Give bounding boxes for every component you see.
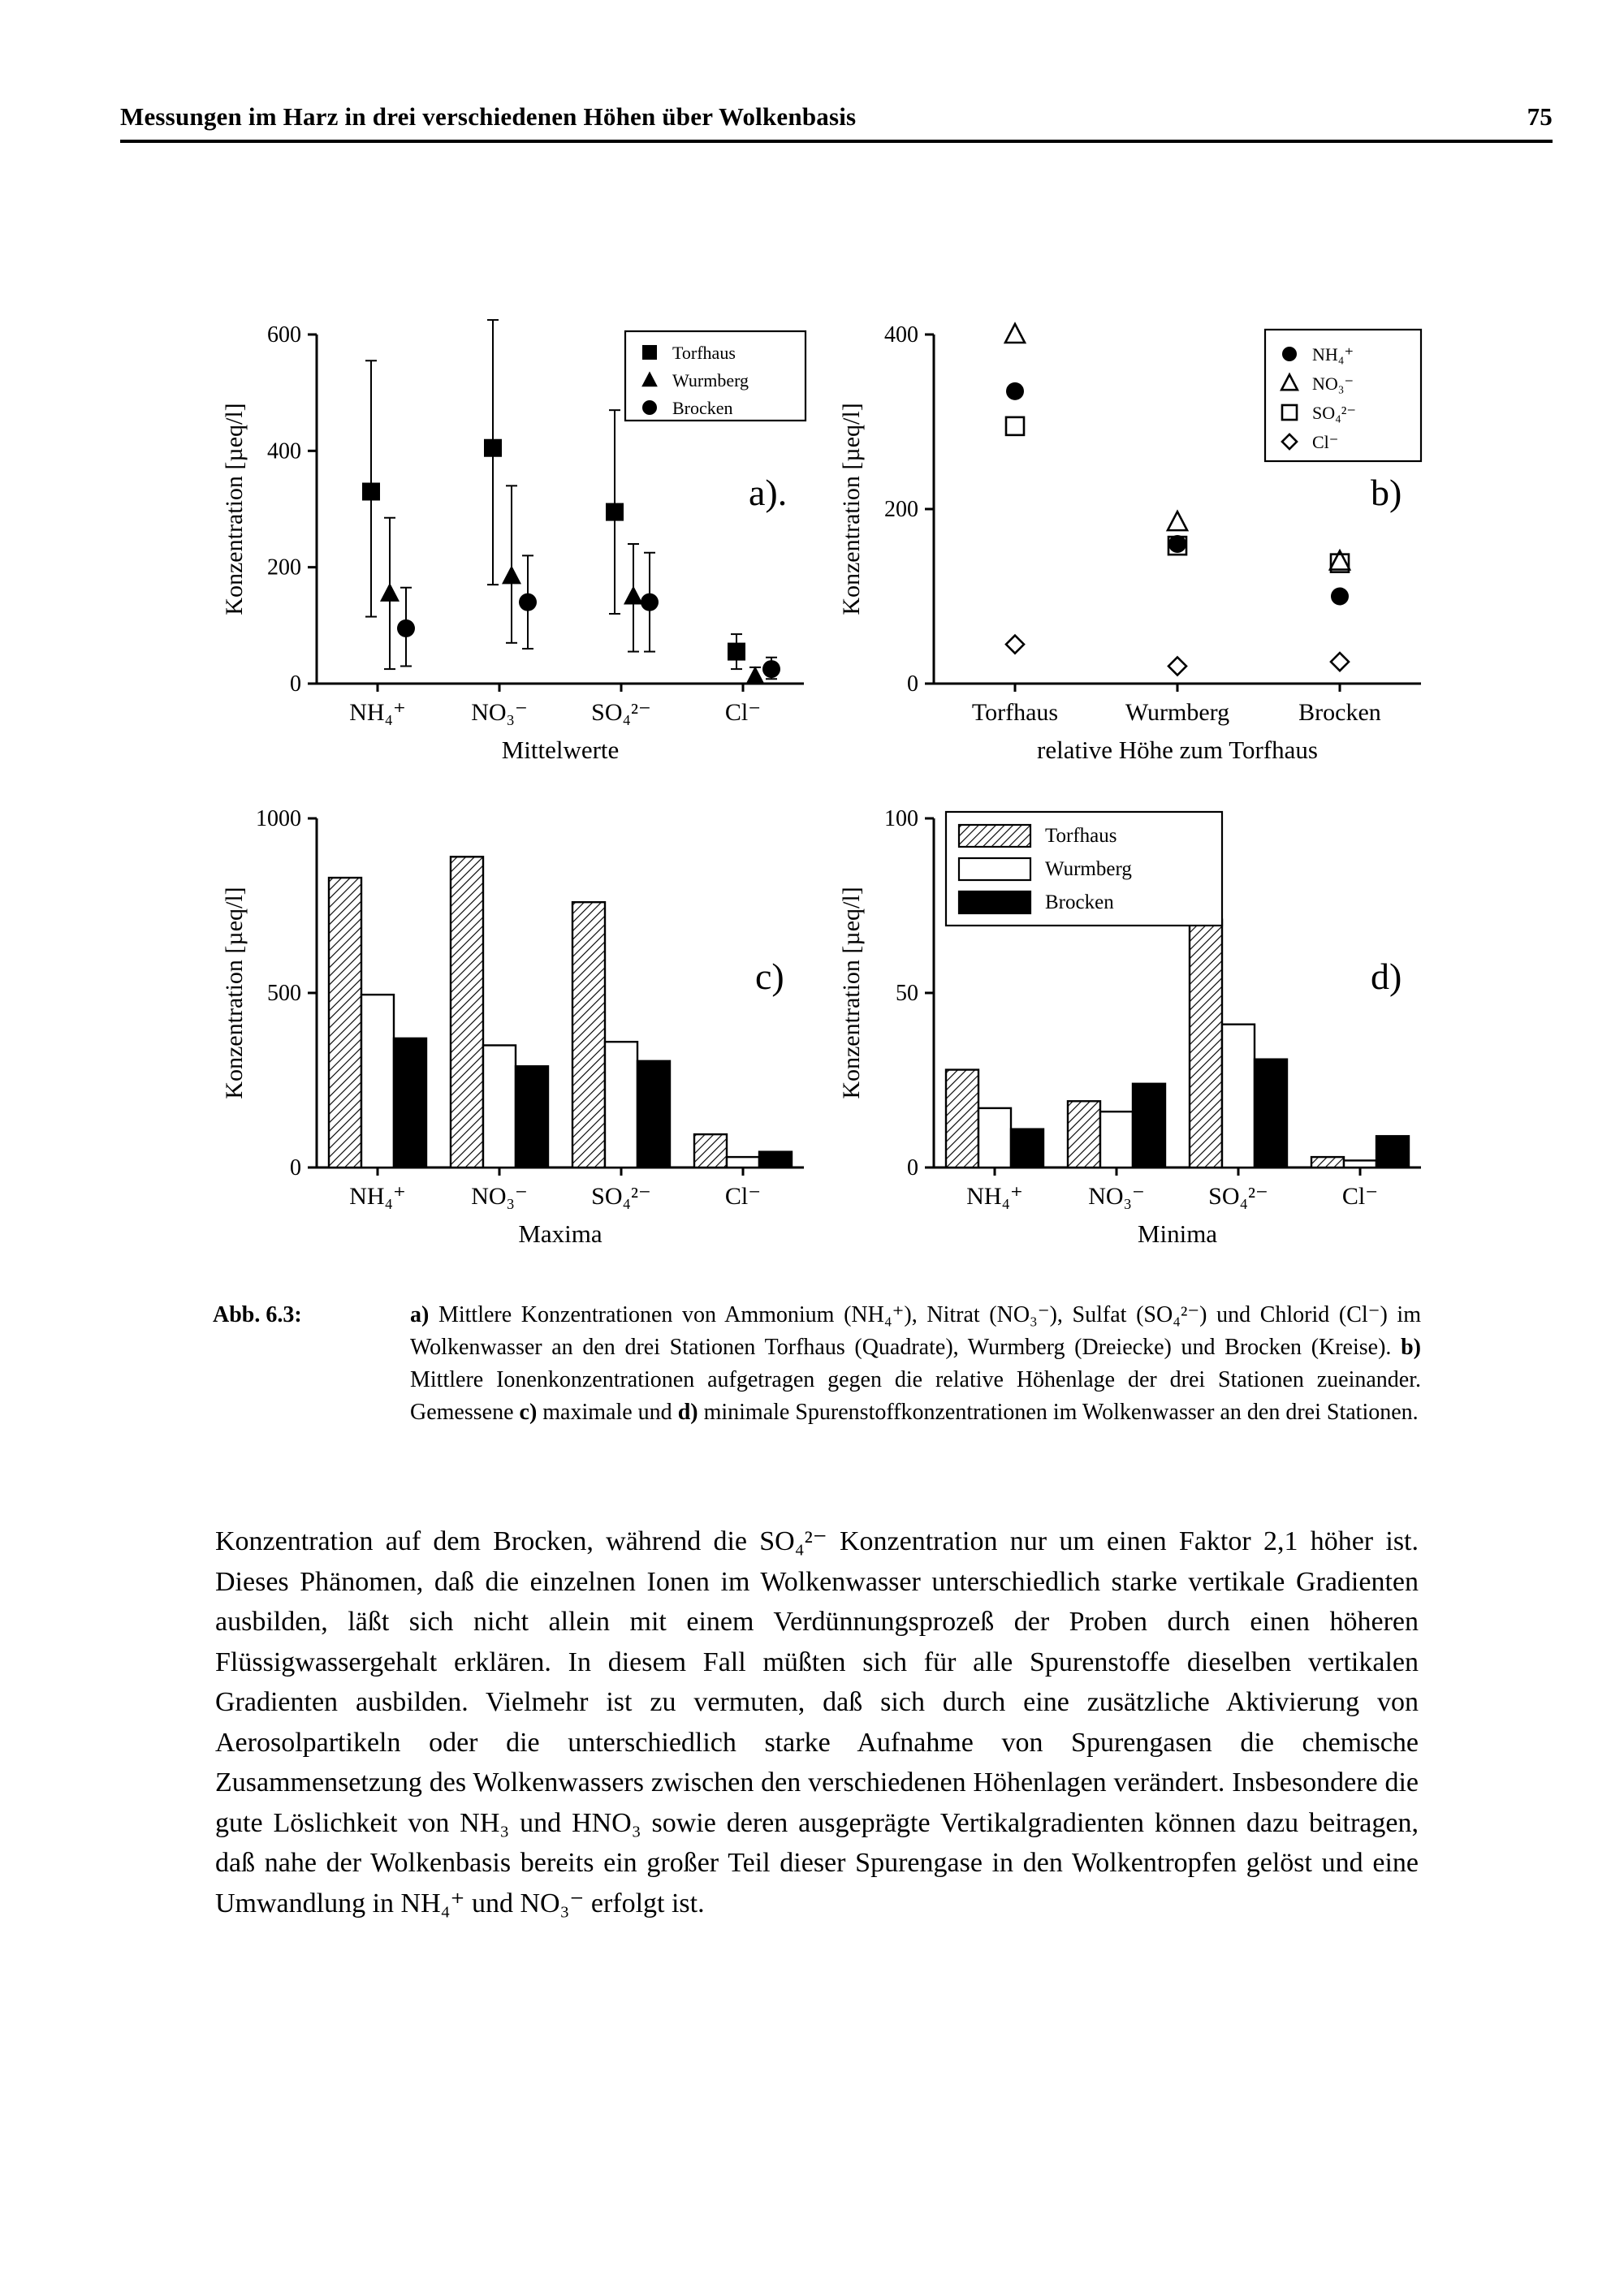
chart-b-hoehenprofil xyxy=(836,302,1551,781)
svg-text:Brocken: Brocken xyxy=(672,398,733,418)
series-Torfhaus xyxy=(362,439,745,661)
svg-text:100: 100 xyxy=(884,806,918,831)
svg-text:a).: a). xyxy=(749,472,788,513)
caption-part-d: d) xyxy=(677,1400,698,1425)
figure-caption xyxy=(213,1299,1424,1429)
svg-text:200: 200 xyxy=(884,497,918,522)
errorbars-Wurmberg xyxy=(384,486,761,682)
svg-text:Brocken: Brocken xyxy=(1298,699,1381,726)
chart-a-mittelwerte xyxy=(106,302,820,781)
svg-text:Brocken: Brocken xyxy=(1045,891,1114,913)
svg-text:c): c) xyxy=(755,956,784,997)
legend xyxy=(625,331,806,421)
svg-text:Torfhaus: Torfhaus xyxy=(672,343,736,363)
body-paragraph: Konzentration auf dem Brocken, während die SO₄²⁻ Konzentration nur um einen Faktor 2,1 höher ist. Dieses Phänomen, daß die einzelnen Ionen im Wolkenwasser unterschiedlich starke vertikale Gradienten ausbilden, läßt sich nicht allein mit einem Verdünnungsprozeß der Proben durch einen höheren Flüssigwassergehalt erklären. In diesem Fall müßten sich für alle Spurenstoffe dieselben vertikalen Gradienten ausbilden. Vielmehr ist zu vermuten, daß sich durch eine zusätzliche Aktivierung von Aerosolpartikeln oder die unterschiedlich starke Aufnahme von Spurengasen die chemische Zusammensetzung des Wolkenwassers zwischen den verschiedenen Höhenlagen verändert. Insbesondere die gute Löslichkeit von NH₃ und HNO₃ sowie deren ausgeprägte Vertikalgradienten können dazu beitragen, daß nahe der Wolkenbasis bereits ein großer Teil dieser Spurengase in den Wolkentropfen gelöst und eine Umwandlung in NH₄⁺ und NO₃⁻ erfolgt ist. xyxy=(215,1526,1419,1918)
series-Cl⁻ xyxy=(1006,636,1349,675)
legend xyxy=(946,812,1222,926)
svg-text:NH₄⁺: NH₄⁺ xyxy=(349,699,406,726)
svg-text:SO₄²⁻: SO₄²⁻ xyxy=(591,1183,651,1210)
svg-text:b): b) xyxy=(1371,472,1402,513)
svg-text:SO₄²⁻: SO₄²⁻ xyxy=(591,699,651,726)
svg-text:Wurmberg: Wurmberg xyxy=(1125,699,1230,726)
svg-text:Maxima: Maxima xyxy=(518,1219,603,1248)
svg-text:0: 0 xyxy=(290,671,301,697)
svg-text:NO₃⁻: NO₃⁻ xyxy=(471,1183,528,1210)
figure-caption-label: Abb. 6.3: xyxy=(213,1302,302,1327)
legend xyxy=(1265,330,1421,461)
svg-text:Cl⁻: Cl⁻ xyxy=(724,1183,762,1210)
svg-text:SO₄²⁻: SO₄²⁻ xyxy=(1208,1183,1268,1210)
svg-text:Mittelwerte: Mittelwerte xyxy=(501,736,620,764)
svg-text:Minima: Minima xyxy=(1137,1219,1218,1248)
caption-part: maximale und xyxy=(537,1400,678,1425)
svg-text:200: 200 xyxy=(267,555,301,580)
svg-text:NH₄⁺: NH₄⁺ xyxy=(1312,344,1354,365)
page-header xyxy=(120,102,1553,143)
svg-text:400: 400 xyxy=(267,438,301,464)
svg-text:600: 600 xyxy=(267,322,301,347)
axes xyxy=(221,806,804,1248)
svg-text:NO₃⁻: NO₃⁻ xyxy=(1088,1183,1145,1210)
svg-text:Konzentration [µeq/l]: Konzentration [µeq/l] xyxy=(838,403,865,615)
svg-text:Konzentration [µeq/l]: Konzentration [µeq/l] xyxy=(838,887,865,1099)
series-Brocken xyxy=(397,593,780,678)
page-number: 75 xyxy=(1527,102,1553,131)
errorbars-Brocken xyxy=(400,553,777,680)
caption-part-b: b) xyxy=(1401,1335,1421,1360)
svg-text:Wurmberg: Wurmberg xyxy=(1045,858,1132,880)
svg-text:1000: 1000 xyxy=(256,806,301,831)
svg-text:NO₃⁻: NO₃⁻ xyxy=(1312,373,1354,394)
svg-text:NO₃⁻: NO₃⁻ xyxy=(471,699,528,726)
svg-text:Cl⁻: Cl⁻ xyxy=(1341,1183,1379,1210)
svg-text:0: 0 xyxy=(290,1155,301,1180)
svg-text:d): d) xyxy=(1371,956,1402,997)
figure-caption-text xyxy=(410,1299,1421,1429)
svg-text:Cl⁻: Cl⁻ xyxy=(724,699,762,726)
svg-text:400: 400 xyxy=(884,322,918,347)
caption-part-c: c) xyxy=(519,1400,538,1425)
caption-part: minimale Spurenstoffkonzentrationen im Wolkenwasser an den drei Stationen. xyxy=(698,1400,1419,1425)
svg-text:NH₄⁺: NH₄⁺ xyxy=(966,1183,1023,1210)
chart-c-maxima xyxy=(106,786,820,1265)
svg-text:Torfhaus: Torfhaus xyxy=(1045,825,1117,847)
svg-text:relative Höhe zum Torfhaus: relative Höhe zum Torfhaus xyxy=(1037,736,1318,764)
svg-text:Wurmberg: Wurmberg xyxy=(672,370,749,391)
svg-text:0: 0 xyxy=(907,1155,918,1180)
series-Wurmberg xyxy=(380,565,765,684)
caption-part: Mittlere Konzentrationen von Ammonium (NH₄⁺), Nitrat (NO₃⁻), Sulfat (SO₄²⁻) und Chlorid (Cl⁻) im Wolkenwasser an den drei Stationen Torfhaus (Quadrate), Wurmberg (Dreiecke) und Brocken (Kreise). xyxy=(410,1302,1421,1360)
svg-text:500: 500 xyxy=(267,981,301,1006)
svg-text:50: 50 xyxy=(896,981,918,1006)
caption-part-a: a) xyxy=(410,1302,430,1327)
svg-text:Konzentration [µeq/l]: Konzentration [µeq/l] xyxy=(221,887,248,1099)
chart-d-minima xyxy=(836,786,1551,1265)
svg-text:SO₄²⁻: SO₄²⁻ xyxy=(1312,403,1357,423)
svg-text:0: 0 xyxy=(907,671,918,697)
running-head-title: Messungen im Harz in drei verschiedenen Höhen über Wolkenbasis xyxy=(120,102,857,131)
svg-text:Konzentration [µeq/l]: Konzentration [µeq/l] xyxy=(221,403,248,615)
svg-text:Cl⁻: Cl⁻ xyxy=(1312,432,1339,452)
svg-text:NH₄⁺: NH₄⁺ xyxy=(349,1183,406,1210)
svg-text:Torfhaus: Torfhaus xyxy=(971,699,1059,726)
caption-part: Mittlere Ionenkonzentrationen aufgetragen gegen die relative Höhenlage der drei Stationen zueinander. Gemessene xyxy=(410,1367,1421,1425)
